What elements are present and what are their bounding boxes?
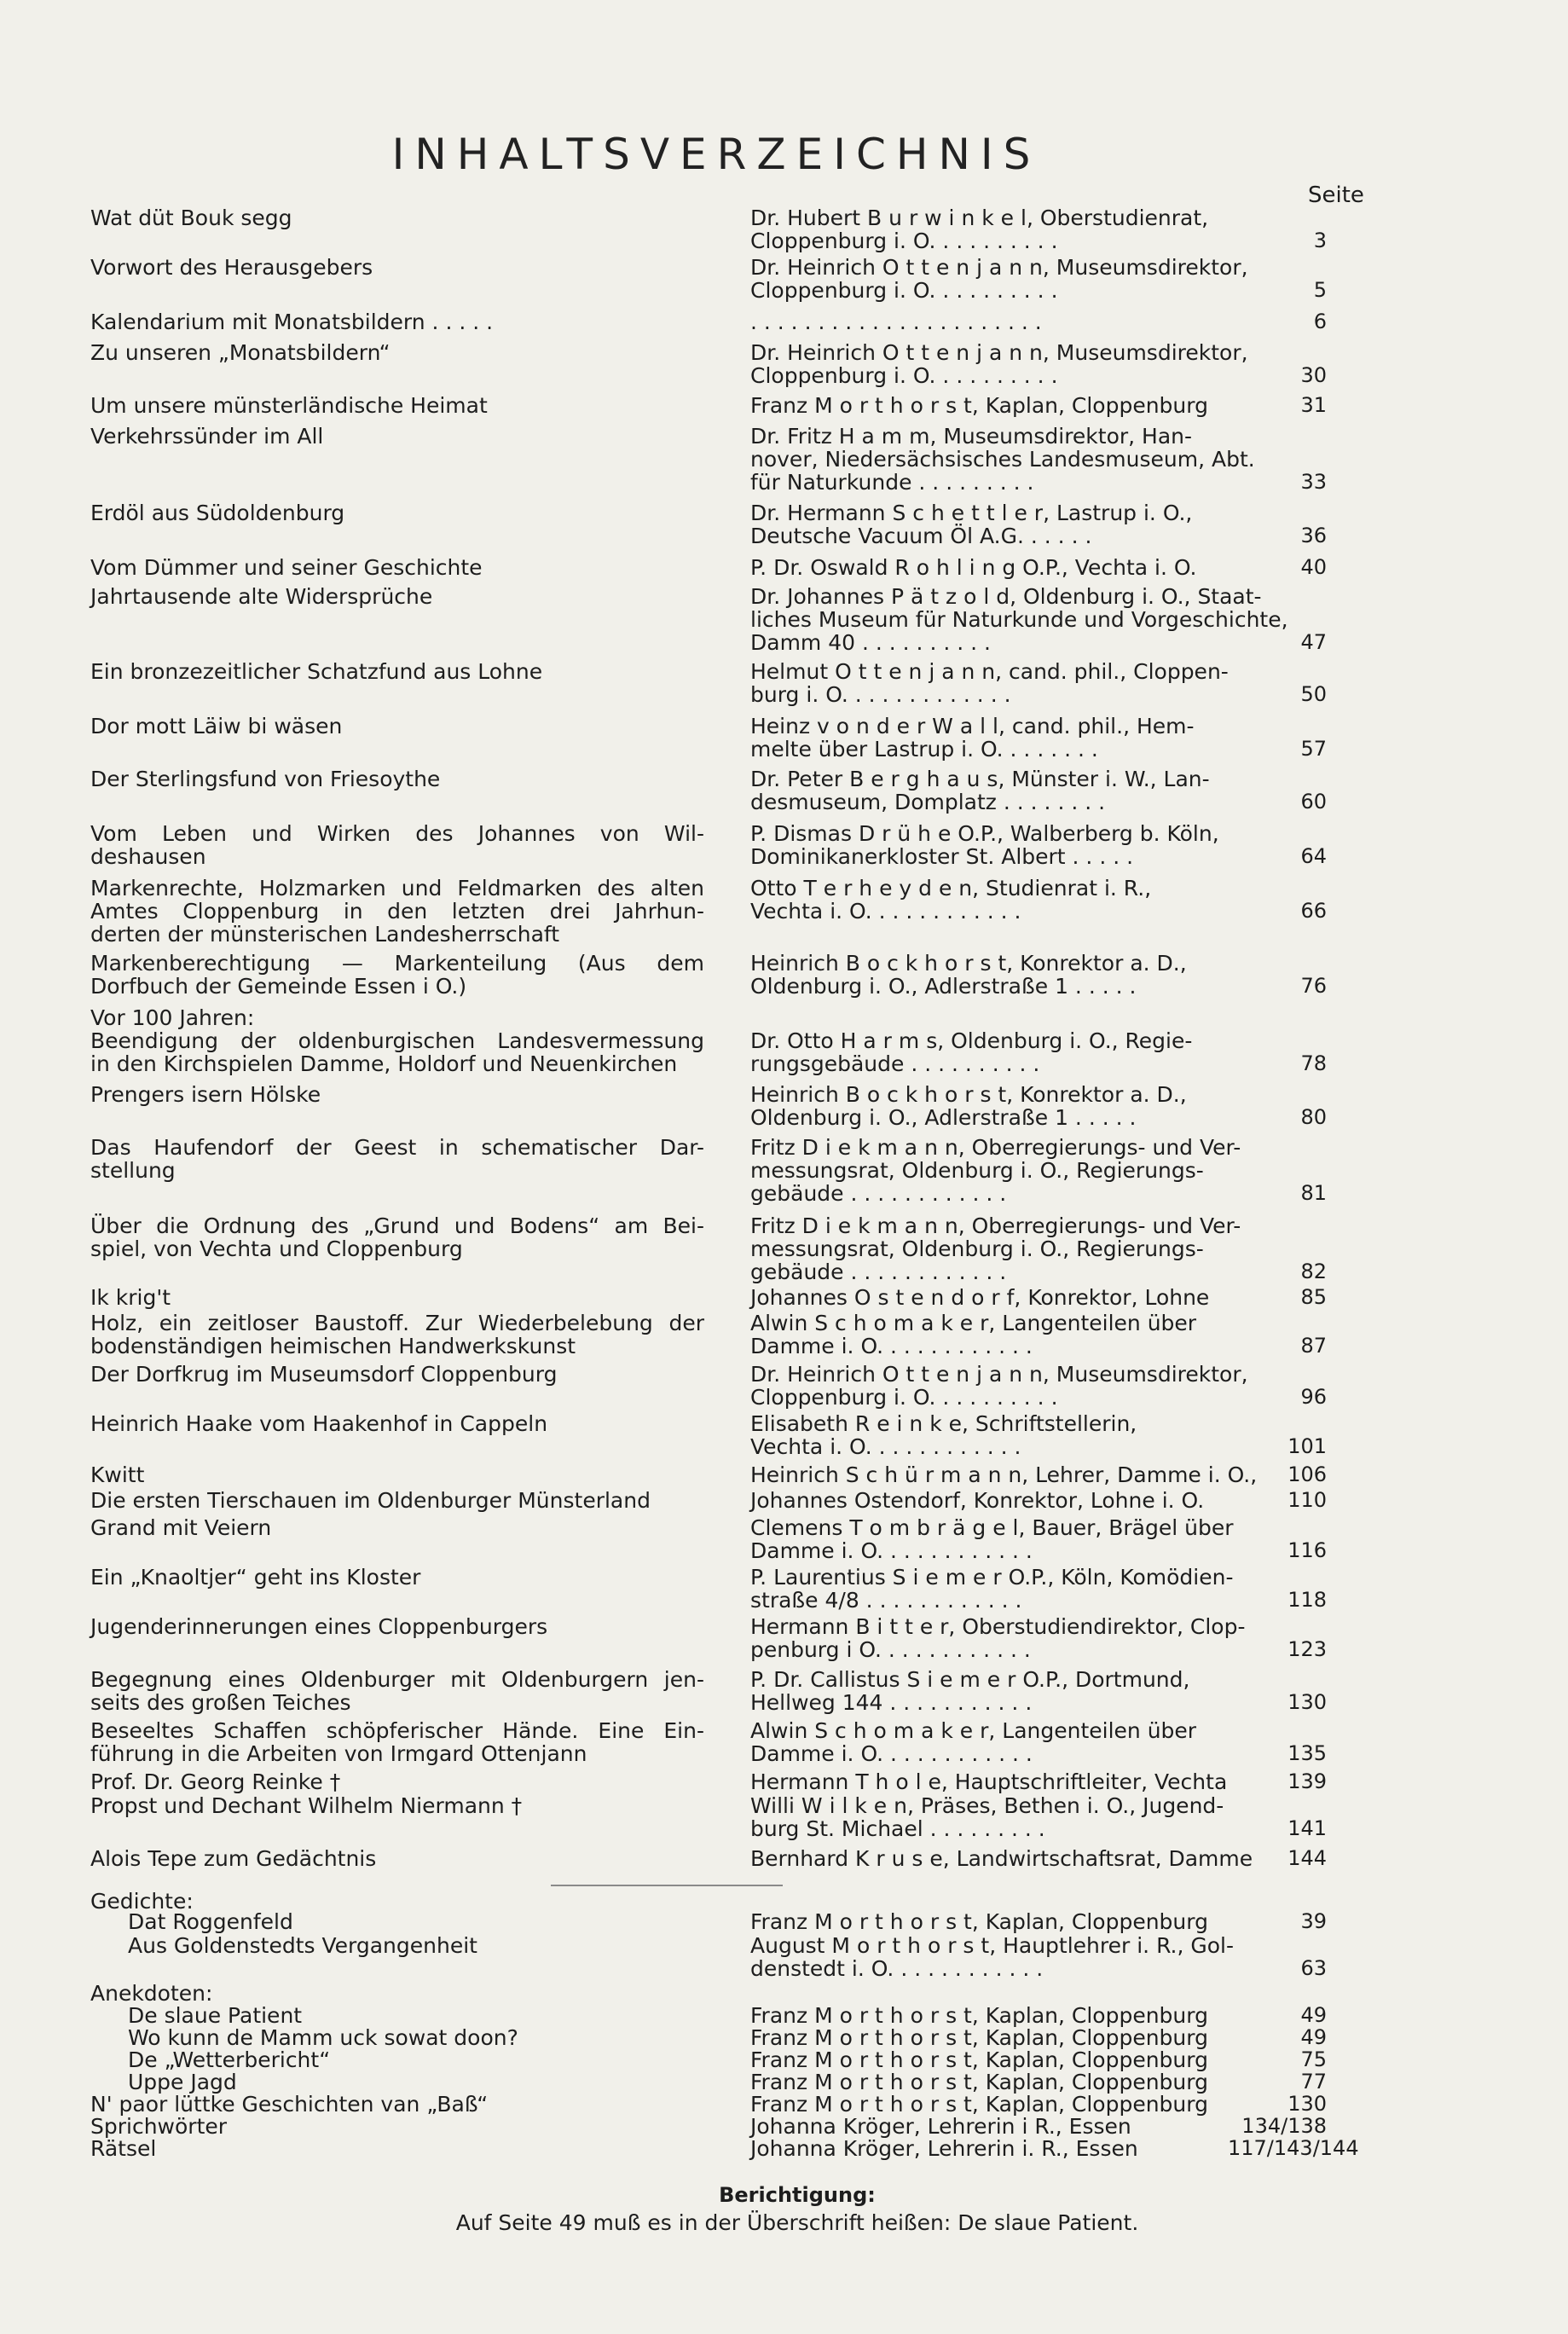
entry-title — [90, 341, 704, 364]
entry-author — [750, 2004, 1305, 2027]
entry-author-line: Dr. Heinrich O t t e n j a n n, Museumsdirektor, — [750, 340, 1248, 365]
entry-author-line: Franz M o r t h o r s t, Kaplan, Cloppenburg — [750, 2070, 1208, 2094]
entry-author — [750, 2026, 1305, 2049]
entry-title — [90, 660, 704, 683]
entry-author-line: messungsrat, Oldenburg i. O., Regierungs- — [750, 1158, 1204, 1183]
entry-page-number: 144 — [1287, 1846, 1327, 1870]
entry-author — [750, 1412, 1305, 1458]
entry-author-line: Johannes O s t e n d o r f, Konrektor, Lohne — [750, 1285, 1210, 1310]
entry-author-line: Cloppenburg i. O. . . . . . . . . . — [750, 229, 1058, 253]
entry-title-line: Prengers isern Hölske — [90, 1082, 321, 1107]
entry-title — [128, 2004, 708, 2027]
entry-title-line: bodenständigen heimischen Handwerkskunst — [90, 1334, 576, 1358]
entry-page-number: 82 — [1300, 1260, 1327, 1283]
entry-title-line: Verkehrssünder im All — [90, 424, 324, 449]
entry-author-line: Damme i. O. . . . . . . . . . . . — [750, 1334, 1033, 1358]
entry-page-number: 139 — [1287, 1769, 1327, 1793]
entry-author-line: messungsrat, Oldenburg i. O., Regierungs- — [750, 1236, 1204, 1261]
entry-page-number: 123 — [1287, 1637, 1327, 1661]
entry-author — [750, 660, 1305, 706]
entry-title-line: stellung — [90, 1158, 176, 1183]
entry-author-line: Fritz D i e k m a n n, Oberregierungs- und Ver- — [750, 1135, 1241, 1160]
entry-title — [90, 310, 704, 333]
entry-title-line: Aus Goldenstedts Vergangenheit — [128, 1933, 477, 1958]
entry-author-line: Deutsche Vacuum Öl A.G. . . . . . — [750, 524, 1092, 548]
entry-page-number: 64 — [1300, 844, 1327, 868]
entry-author — [750, 2048, 1305, 2071]
entry-author — [750, 556, 1305, 579]
entry-author-line: Cloppenburg i. O. . . . . . . . . . — [750, 1385, 1058, 1410]
entry-author — [750, 2137, 1305, 2160]
entry-author-line: Elisabeth R e i n k e, Schriftstellerin, — [750, 1411, 1137, 1436]
entry-page-number: 130 — [1287, 1690, 1327, 1714]
entry-author-line: Heinz v o n d e r W a l l, cand. phil., Hem- — [750, 714, 1195, 738]
entry-author-line: Alwin S c h o m a k e r, Langenteilen über — [750, 1718, 1197, 1743]
entry-title — [90, 952, 704, 998]
entry-title — [128, 1910, 708, 1933]
entry-author — [750, 1982, 1305, 2005]
entry-author-line: Dr. Fritz H a m m, Museumsdirektor, Han- — [750, 424, 1193, 449]
entry-title-line: Rätsel — [90, 2136, 157, 2161]
entry-title — [128, 2048, 708, 2071]
entry-author-line: gebäude . . . . . . . . . . . . — [750, 1260, 1007, 1284]
entry-title-line: Dat Roggenfeld — [128, 1909, 293, 1934]
entry-title — [90, 206, 704, 229]
entry-title-line: Um unsere münsterländische Heimat — [90, 393, 488, 418]
entry-author-line: Bernhard K r u s e, Landwirtschaftsrat, Damme — [750, 1846, 1253, 1871]
entry-author-line: gebäude . . . . . . . . . . . . — [750, 1181, 1007, 1206]
entry-title-line: in den Kirchspielen Damme, Holdorf und Neuenkirchen — [90, 1051, 678, 1076]
entry-author-line: Franz M o r t h o r s t, Kaplan, Cloppenburg — [750, 2025, 1208, 2050]
entry-author — [750, 1312, 1305, 1358]
entry-author-line: Johanna Kröger, Lehrerin i. R., Essen — [750, 2136, 1138, 2161]
entry-title — [90, 425, 704, 448]
entry-title-line: Ik krig't — [90, 1285, 171, 1310]
entry-title-line: De slaue Patient — [128, 2003, 303, 2028]
entry-author-line: Johannes Ostendorf, Konrektor, Lohne i. O. — [750, 1488, 1205, 1513]
entry-page-number: 36 — [1300, 524, 1327, 547]
entry-title-line: derten der münsterischen Landesherrschaft — [90, 922, 560, 947]
page-title: INHALTSVERZEICHNIS — [391, 130, 1041, 179]
entry-author-line: Helmut O t t e n j a n n, cand. phil., Cloppen- — [750, 659, 1229, 684]
entry-page-number: 63 — [1300, 1956, 1327, 1980]
entry-title-line: Ein bronzezeitlicher Schatzfund aus Lohne — [90, 659, 543, 684]
entry-title-line: führung in die Arbeiten von Irmgard Ottenjann — [90, 1741, 587, 1766]
entry-title-line: Grand mit Veiern — [90, 1515, 272, 1540]
entry-title-line: Anekdoten: — [90, 1981, 213, 2006]
entry-author-line: Dr. Heinrich O t t e n j a n n, Museumsdirektor, — [750, 255, 1248, 280]
entry-page-number: 31 — [1300, 393, 1327, 417]
entry-author — [750, 206, 1305, 252]
entry-title — [128, 1934, 708, 1957]
entry-author-line: Vechta i. O. . . . . . . . . . . . — [750, 899, 1021, 924]
entry-author-line: P. Dr. Callistus S i e m e r O.P., Dortmund, — [750, 1667, 1190, 1692]
entry-title — [90, 1312, 704, 1358]
entry-author-line: . . . . . . . . . . . . . . . . . . . . . . — [750, 310, 1042, 334]
entry-title-line: Die ersten Tierschauen im Oldenburger Münsterland — [90, 1488, 651, 1513]
entry-author-line: denstedt i. O. . . . . . . . . . . . — [750, 1956, 1044, 1981]
entry-page-number: 49 — [1300, 2003, 1327, 2027]
entry-author-line — [750, 1982, 1305, 2005]
entry-title — [90, 2137, 704, 2160]
entry-author-line: Oldenburg i. O., Adlerstraße 1 . . . . . — [750, 1105, 1137, 1130]
entry-author-line: für Naturkunde . . . . . . . . . — [750, 470, 1034, 495]
entry-title — [90, 1615, 704, 1638]
entry-page-number: 80 — [1300, 1105, 1327, 1129]
entry-author — [750, 1615, 1305, 1661]
section-divider — [551, 1885, 783, 1886]
entry-title-line: Uppe Jagd — [128, 2070, 237, 2094]
entry-page-number: 81 — [1300, 1181, 1327, 1205]
entry-author-line: Franz M o r t h o r s t, Kaplan, Cloppenburg — [750, 393, 1208, 418]
entry-author-line: Otto T e r h e y d e n, Studienrat i. R., — [750, 876, 1152, 901]
entry-title — [90, 1516, 704, 1539]
entry-page-number: 134/138 — [1241, 2114, 1327, 2138]
entry-author — [750, 1770, 1305, 1793]
entry-page-number: 78 — [1300, 1051, 1327, 1075]
entry-page-number: 101 — [1287, 1434, 1327, 1458]
entry-title-line: Vorwort des Herausgebers — [90, 255, 373, 280]
entry-title-line: Kalendarium mit Monatsbildern . . . . . — [90, 310, 494, 334]
entry-author-line: Cloppenburg i. O. . . . . . . . . . — [750, 363, 1058, 388]
entry-author — [750, 2093, 1305, 2116]
entry-author — [750, 1083, 1305, 1129]
entry-title-line: Dorfbuch der Gemeinde Essen i O.) — [90, 974, 467, 999]
entry-page-number: 117/143/144 — [1228, 2136, 1359, 2160]
entry-title-line: Beendigung der oldenburgischen Landesvermessung — [90, 1028, 704, 1053]
entry-author — [750, 715, 1305, 761]
entry-title — [90, 1847, 704, 1870]
entry-author-line: Vechta i. O. . . . . . . . . . . . — [750, 1434, 1021, 1459]
entry-title-line: Jahrtausende alte Widersprüche — [90, 584, 433, 609]
entry-page-number: 57 — [1300, 737, 1327, 761]
entry-title-line: deshausen — [90, 844, 206, 869]
entry-title-line: Der Sterlingsfund von Friesoythe — [90, 767, 441, 791]
entry-author-line: Dominikanerkloster St. Albert . . . . . — [750, 844, 1134, 869]
entry-page-number: 76 — [1300, 974, 1327, 998]
entry-title-line: Zu unseren „Monatsbildern“ — [90, 340, 391, 365]
entry-author-line: liches Museum für Naturkunde und Vorgeschichte, — [750, 607, 1288, 632]
entry-author-line: Dr. Heinrich O t t e n j a n n, Museumsdirektor, — [750, 1362, 1248, 1387]
entry-title — [128, 2070, 708, 2094]
entry-author — [750, 1910, 1305, 1933]
entry-author — [750, 1136, 1305, 1205]
entry-author — [750, 2070, 1305, 2094]
correction-text: Auf Seite 49 muß es in der Überschrift heißen: De slaue Patient. — [455, 2210, 1139, 2235]
entry-title — [90, 1006, 704, 1075]
entry-author-line: Dr. Otto H a r m s, Oldenburg i. O., Regie- — [750, 1028, 1193, 1053]
entry-title-line: Dor mott Läiw bi wäsen — [90, 714, 343, 738]
entry-author — [750, 1516, 1305, 1562]
entry-title — [90, 1412, 704, 1435]
entry-author-line: burg St. Michael . . . . . . . . . — [750, 1816, 1045, 1841]
entry-author-line: P. Dismas D r ü h e O.P., Walberberg b. Köln, — [750, 821, 1219, 846]
entry-author-line: desmuseum, Domplatz . . . . . . . . — [750, 790, 1106, 814]
entry-page-number: 47 — [1300, 630, 1327, 654]
entry-author-line: Franz M o r t h o r s t, Kaplan, Cloppenburg — [750, 2003, 1208, 2028]
entry-page-number: 39 — [1300, 1909, 1327, 1933]
entry-page-number: 66 — [1300, 899, 1327, 923]
entry-author — [750, 1934, 1305, 1980]
entry-page-number: 30 — [1300, 363, 1327, 387]
entry-title-line: Ein „Knaoltjer“ geht ins Kloster — [90, 1565, 421, 1590]
entry-title-line: Der Dorfkrug im Museumsdorf Cloppenburg — [90, 1362, 558, 1387]
entry-author — [750, 877, 1305, 923]
entry-author-line: Franz M o r t h o r s t, Kaplan, Cloppenburg — [750, 1909, 1208, 1934]
entry-author-line: Hermann T h o l e, Hauptschriftleiter, Vechta — [750, 1769, 1228, 1794]
entry-title-line: Kwitt — [90, 1462, 145, 1487]
entry-title-line: Vom Dümmer und seiner Geschichte — [90, 555, 483, 580]
entry-page-number: 116 — [1287, 1538, 1327, 1562]
entry-title-line: seits des großen Teiches — [90, 1690, 351, 1715]
entry-author-line: Franz M o r t h o r s t, Kaplan, Cloppenburg — [750, 2092, 1208, 2117]
entry-author-line: Dr. Hermann S c h e t t l e r, Lastrup i. O., — [750, 501, 1193, 525]
entry-author-line: Dr. Hubert B u r w i n k e l, Oberstudienrat, — [750, 206, 1209, 230]
entry-page-number: 40 — [1300, 555, 1327, 579]
entry-title — [90, 501, 704, 524]
entry-author-line: Damme i. O. . . . . . . . . . . . — [750, 1538, 1033, 1563]
entry-author — [750, 1566, 1305, 1612]
entry-author-line: Oldenburg i. O., Adlerstraße 1 . . . . . — [750, 974, 1137, 999]
entry-title — [90, 715, 704, 738]
entry-title-line: Wo kunn de Mamm uck sowat doon? — [128, 2025, 518, 2050]
entry-page-number: 87 — [1300, 1334, 1327, 1358]
entry-title — [90, 2115, 704, 2138]
entry-title-line: Jugenderinnerungen eines Cloppenburgers — [90, 1614, 548, 1639]
entry-title-line: spiel, von Vechta und Cloppenburg — [90, 1236, 463, 1261]
entry-author — [750, 1668, 1305, 1714]
entry-title — [90, 1463, 704, 1486]
entry-author-line: August M o r t h o r s t, Hauptlehrer i. R., Gol- — [750, 1933, 1235, 1958]
entry-author-line: penburg i O. . . . . . . . . . . . — [750, 1637, 1031, 1662]
entry-author — [750, 501, 1305, 547]
entry-author — [750, 1719, 1305, 1765]
entry-page-number: 118 — [1287, 1588, 1327, 1612]
entry-author — [750, 425, 1305, 494]
entry-title-line: Vor 100 Jahren: — [90, 1005, 255, 1030]
entry-author-line: Clemens T o m b r ä g e l, Bauer, Brägel über — [750, 1515, 1234, 1540]
entry-title — [90, 1489, 704, 1512]
entry-title-line: Heinrich Haake vom Haakenhof in Cappeln — [90, 1411, 548, 1436]
entry-page-number: 85 — [1300, 1285, 1327, 1309]
entry-title — [90, 1214, 704, 1260]
entry-author-line: Johanna Kröger, Lehrerin i R., Essen — [750, 2114, 1131, 2139]
entry-author — [750, 1463, 1305, 1486]
entry-title-line: Wat düt Bouk segg — [90, 206, 292, 230]
entry-title — [128, 2026, 708, 2049]
entry-title-line: Prof. Dr. Georg Reinke † — [90, 1769, 341, 1794]
entry-title — [90, 2093, 704, 2116]
entry-title — [90, 585, 704, 608]
entry-author-line: Cloppenburg i. O. . . . . . . . . . — [750, 278, 1058, 303]
entry-author — [750, 1286, 1305, 1309]
entry-title — [90, 394, 704, 417]
entry-author-line: melte über Lastrup i. O. . . . . . . . — [750, 737, 1098, 762]
entry-page-number: 5 — [1313, 278, 1327, 302]
entry-title — [90, 1286, 704, 1309]
entry-title — [90, 767, 704, 791]
entry-author — [750, 1006, 1305, 1075]
entry-author — [750, 2115, 1305, 2138]
entry-title — [90, 1136, 704, 1182]
entry-title — [90, 1719, 704, 1765]
entry-author-line: Willi W i l k e n, Präses, Bethen i. O., Jugend- — [750, 1793, 1224, 1818]
entry-title — [90, 1566, 704, 1589]
entry-page-number: 75 — [1300, 2047, 1327, 2071]
entry-author-line: rungsgebäude . . . . . . . . . . — [750, 1051, 1040, 1076]
entry-title-line: Markenberechtigung — Markenteilung (Aus dem — [90, 951, 704, 976]
entry-author-line: Damm 40 . . . . . . . . . . — [750, 630, 991, 655]
entry-page-number: 33 — [1300, 470, 1327, 494]
entry-author-line: Damme i. O. . . . . . . . . . . . — [750, 1741, 1033, 1766]
entry-title-line: Alois Tepe zum Gedächtnis — [90, 1846, 377, 1871]
entry-author-line: burg i. O. . . . . . . . . . . . . — [750, 682, 1011, 707]
entry-title — [90, 1668, 704, 1714]
entry-author-line: Hermann B i t t e r, Oberstudiendirektor, Clop- — [750, 1614, 1246, 1639]
entry-author-line: straße 4/8 . . . . . . . . . . . . — [750, 1588, 1022, 1613]
entry-title-line: Sprichwörter — [90, 2114, 228, 2139]
entry-author — [750, 822, 1305, 868]
entry-author-line: Franz M o r t h o r s t, Kaplan, Cloppenburg — [750, 2047, 1208, 2072]
entry-title-line: N' paor lüttke Geschichten van „Baß“ — [90, 2092, 489, 2117]
entry-page-number: 130 — [1287, 2092, 1327, 2116]
entry-title-line: Begegnung eines Oldenburger mit Oldenburgern jen- — [90, 1667, 704, 1692]
entry-page-number: 96 — [1300, 1385, 1327, 1409]
entry-title-line: Markenrechte, Holzmarken und Feldmarken des alten — [90, 876, 704, 901]
entry-author-line — [750, 1006, 1305, 1029]
entry-author-line: Fritz D i e k m a n n, Oberregierungs- und Ver- — [750, 1213, 1241, 1238]
entry-author — [750, 394, 1305, 417]
entry-title — [90, 822, 704, 868]
entry-author — [750, 1847, 1305, 1870]
entry-title — [90, 1770, 704, 1793]
correction-heading: Berichtigung: — [719, 2183, 876, 2207]
entry-title — [90, 256, 704, 279]
entry-title-line: Das Haufendorf der Geest in schematischer Dar- — [90, 1135, 704, 1160]
entry-title-line: Holz, ein zeitloser Baustoff. Zur Wiederbelebung der — [90, 1311, 704, 1335]
entry-author-line: P. Dr. Oswald R o h l i n g O.P., Vechta i. O. — [750, 555, 1197, 580]
entry-author — [750, 1214, 1305, 1283]
entry-title — [90, 1982, 704, 2005]
entry-page-number: 141 — [1287, 1816, 1327, 1840]
entry-title — [90, 1083, 704, 1106]
entry-author — [750, 952, 1305, 998]
entry-author — [750, 1489, 1305, 1512]
entry-page-number: 6 — [1313, 310, 1327, 333]
entry-author-line: Heinrich S c h ü r m a n n, Lehrer, Damme i. O., — [750, 1462, 1258, 1487]
entry-author — [750, 1794, 1305, 1840]
entry-author-line: Heinrich B o c k h o r s t, Konrektor a. D., — [750, 951, 1187, 976]
entry-author-line: P. Laurentius S i e m e r O.P., Köln, Komödien- — [750, 1565, 1234, 1590]
entry-title — [90, 877, 704, 946]
entry-page-number: 135 — [1287, 1741, 1327, 1765]
entry-page-number: 77 — [1300, 2070, 1327, 2094]
entry-page-number: 49 — [1300, 2025, 1327, 2049]
entry-author-line: nover, Niedersächsisches Landesmuseum, Abt. — [750, 447, 1255, 472]
entry-author — [750, 767, 1305, 814]
entry-title — [90, 1363, 704, 1386]
entry-page-number: 60 — [1300, 790, 1327, 814]
entry-title-line: Amtes Cloppenburg in den letzten drei Jahrhun- — [90, 899, 704, 924]
entry-page-number: 106 — [1287, 1462, 1327, 1486]
entry-title-line: Vom Leben und Wirken des Johannes von Wil- — [90, 821, 704, 846]
entry-author-line: Alwin S c h o m a k e r, Langenteilen über — [750, 1311, 1197, 1335]
entry-title-line: Über die Ordnung des „Grund und Bodens“ am Bei- — [90, 1213, 704, 1238]
entry-title — [90, 556, 704, 579]
entry-author — [750, 585, 1305, 654]
entry-title-line: Propst und Dechant Wilhelm Niermann † — [90, 1793, 523, 1818]
entry-author — [750, 310, 1305, 333]
entry-title-line: Beseeltes Schaffen schöpferischer Hände. Eine Ein- — [90, 1718, 704, 1743]
entry-title — [90, 1794, 704, 1817]
entry-page-number: 3 — [1313, 229, 1327, 252]
entry-title-line: Gedichte: — [90, 1889, 194, 1914]
entry-author — [750, 1363, 1305, 1409]
entry-author-line: Heinrich B o c k h o r s t, Konrektor a. D., — [750, 1082, 1187, 1107]
entry-author-line: Dr. Peter B e r g h a u s, Münster i. W., Lan- — [750, 767, 1210, 791]
entry-author — [750, 256, 1305, 302]
entry-author — [750, 341, 1305, 387]
page-column-header: Seite — [1308, 182, 1364, 208]
entry-title-line: De „Wetterbericht“ — [128, 2047, 331, 2072]
entry-page-number: 50 — [1300, 682, 1327, 706]
entry-page-number: 110 — [1287, 1488, 1327, 1512]
entry-author-line: Hellweg 144 . . . . . . . . . . . — [750, 1690, 1033, 1715]
entry-title-line: Erdöl aus Südoldenburg — [90, 501, 345, 525]
entry-author-line: Dr. Johannes P ä t z o l d, Oldenburg i. O., Staat- — [750, 584, 1262, 609]
